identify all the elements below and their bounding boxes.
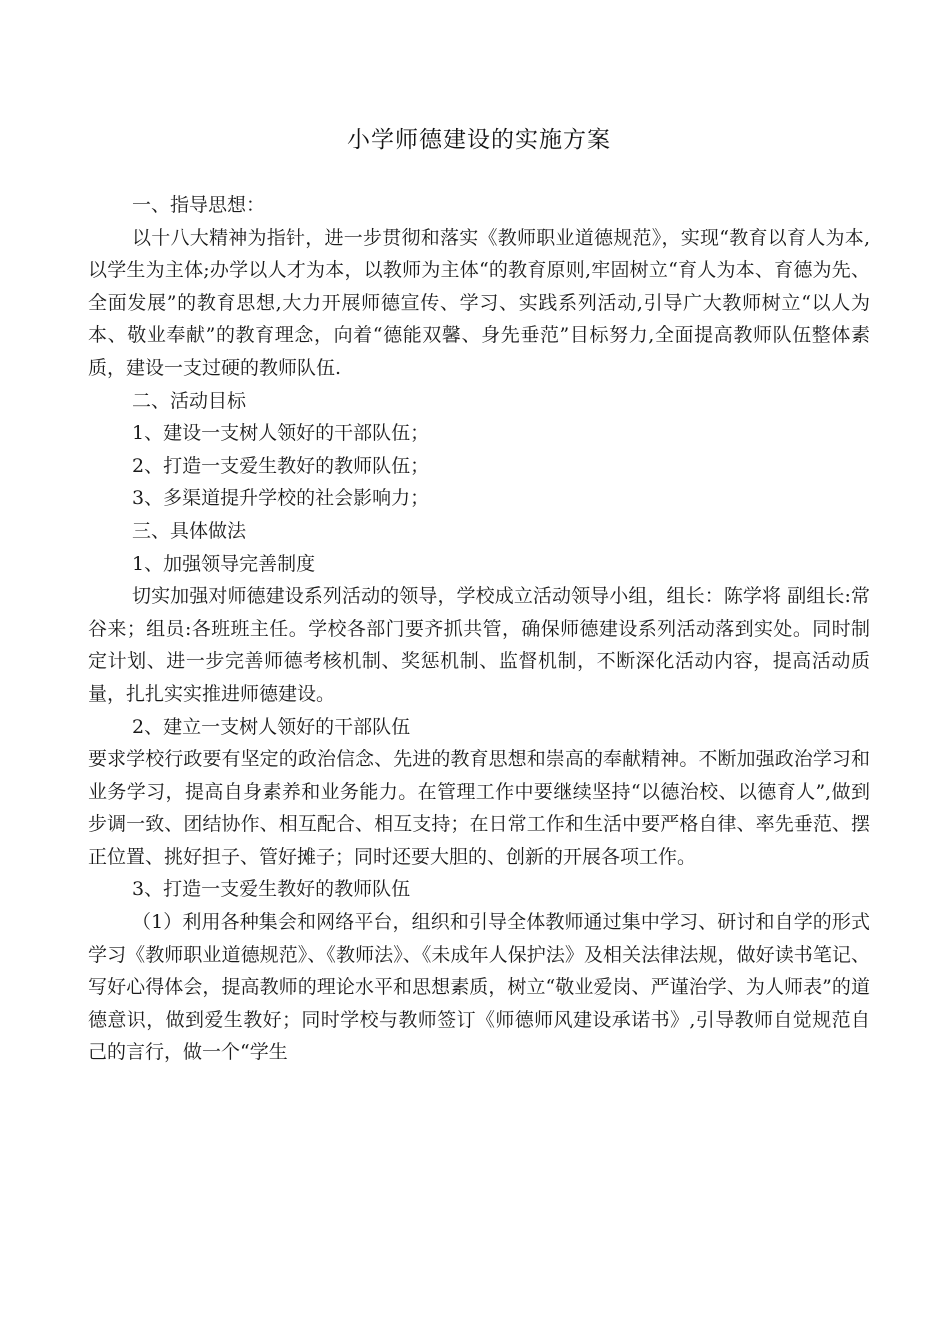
goal-item-3: 3、多渠道提升学校的社会影响力； [132, 487, 430, 510]
subsection-heading-2: 2、建立一支树人领好的干部队伍 [132, 715, 411, 738]
document-title: 小学师德建设的实施方案 [347, 127, 611, 153]
body-paragraph-guiding-thought: 以十八大精神为指针，进一步贯彻和落实《教师职业道德规范》，实现“教育以育人为本,以学生为主体;办学以人才为本，以教师为主体“的教育原则,牢固树立“育人为本、育德为先、全面发展”的教育思想,大力开展师德宣传、学习、实践系列活动,引导广大教师树立“以人为本、敬业奉献”的教育理念，向着“德能双馨、身先垂范”目标努力,全面提高教师队伍整体素质，建设一支过硬的教师队伍. [88, 226, 870, 379]
body-paragraph-teacher-team: （1）利用各种集会和网络平台，组织和引导全体教师通过集中学习、研讨和自学的形式学习《教师职业道德规范》、《教师法》、《未成年人保护法》及相关法律法规，做好读书笔记、写好心得体会，提高教师的理论水平和思想素质，树立“敬业爱岗、严谨治学、为人师表”的道德意识，做到爱生教好；同时学校与教师签订《师德师风建设承诺书》,引导教师自觉规范自己的言行，做一个“学生 [88, 911, 870, 1064]
section-heading-specific-methods: 三、具体做法 [132, 519, 247, 542]
body-paragraph-leadership: 切实加强对师德建设系列活动的领导，学校成立活动领导小组，组长：陈学将 副组长:常谷来；组员:各班班主任。学校各部门要齐抓共管，确保师德建设系列活动落到实处。同时制定计划、进一步完善师德考核机制、奖惩机制、监督机制，不断深化活动内容，提高活动质量，扎扎实实推进师德建设。 [88, 585, 870, 705]
goal-item-2: 2、打造一支爱生教好的教师队伍； [132, 454, 430, 477]
section-heading-activity-goals: 二、活动目标 [132, 389, 247, 412]
subsection-heading-1: 1、加强领导完善制度 [132, 552, 316, 575]
subsection-heading-3: 3、打造一支爱生教好的教师队伍 [132, 878, 411, 901]
document-body [88, 189, 870, 1069]
goal-item-1: 1、建设一支树人领好的干部队伍； [132, 422, 430, 445]
section-heading-guiding-thought: 一、指导思想： [132, 194, 266, 216]
body-paragraph-cadre-team: 要求学校行政要有坚定的政治信念、先进的教育思想和崇高的奉献精神。不断加强政治学习和业务学习，提高自身素养和业务能力。在管理工作中要继续坚持“以德治校、以德育人”,做到步调一致、团结协作、相互配合、相互支持；在日常工作和生活中要严格自律、率先垂范、摆正位置、挑好担子、管好摊子；同时还要大胆的、创新的开展各项工作。 [88, 748, 870, 868]
